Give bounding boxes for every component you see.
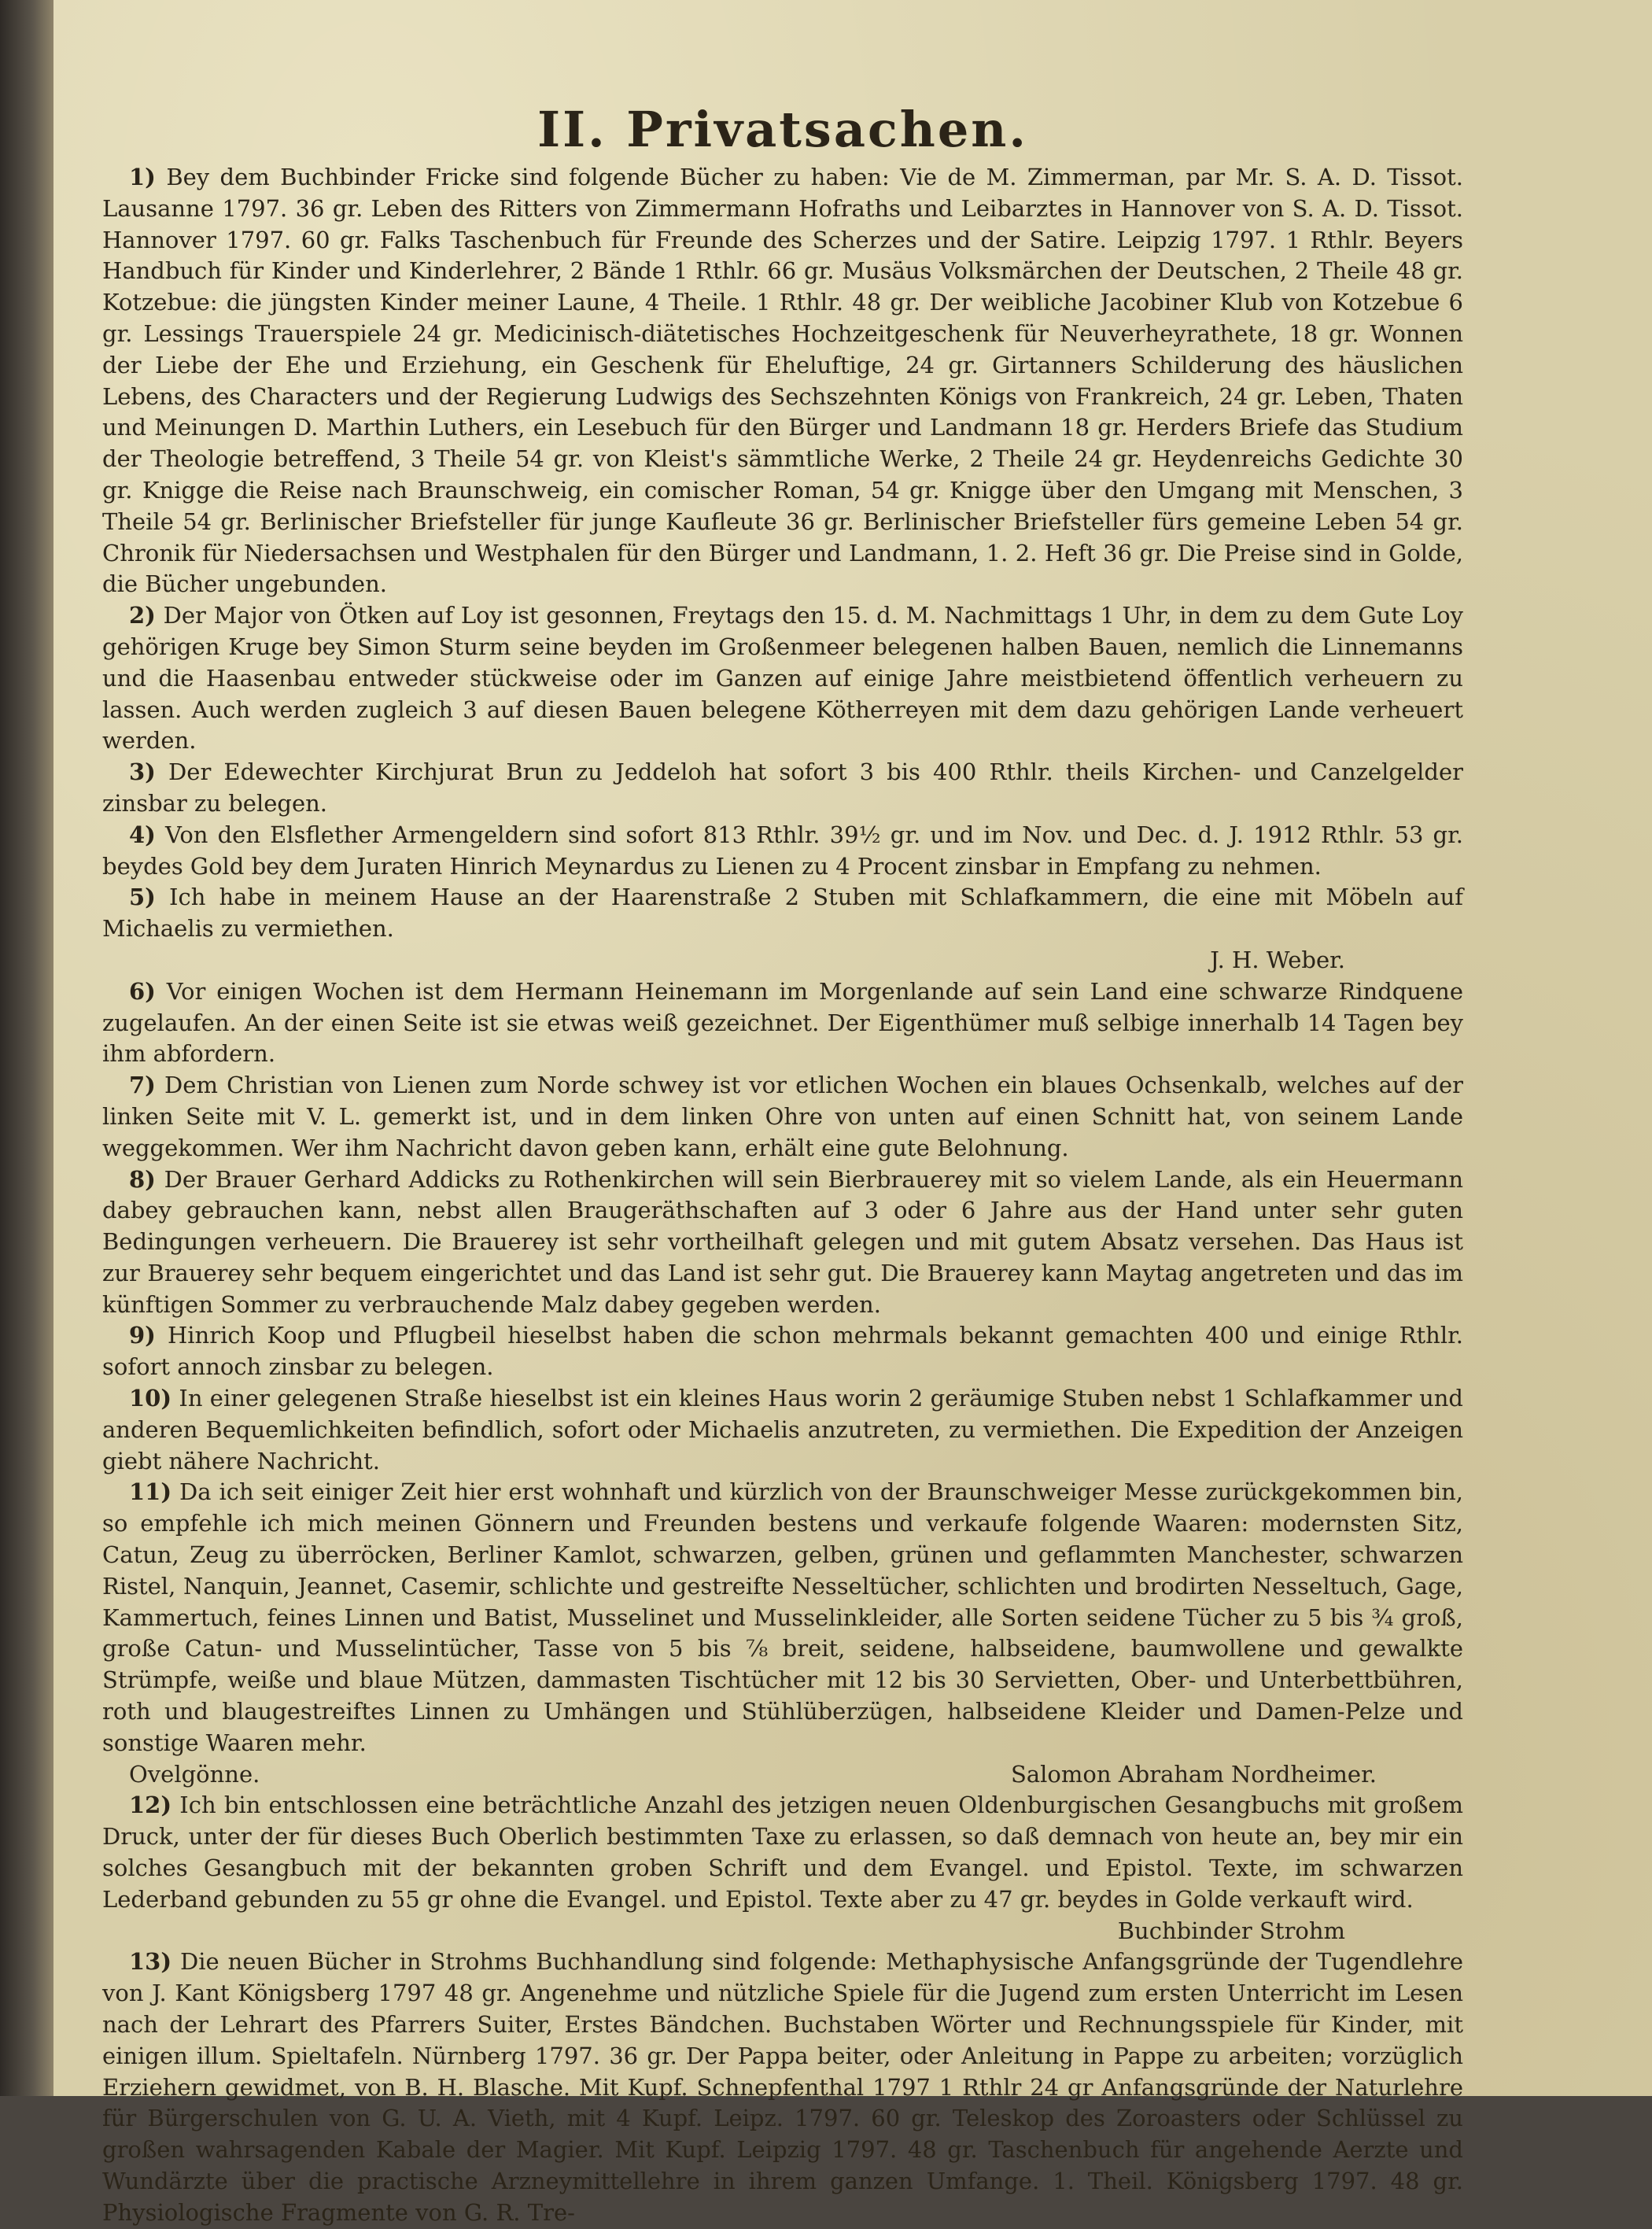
- entry-number: 7): [129, 1072, 156, 1099]
- entry-8: [102, 1164, 1463, 1321]
- entry-text: Vor einigen Wochen ist dem Hermann Heinemann im Morgenlande auf sein Land eine schwarze Rindquene zugelaufen. An der einen Seite ist sie etwas weiß gezeichnet. Der Eigenthümer muß selbige innerhalb 14 Tagen bey ihm abfordern.: [102, 977, 1464, 1068]
- entry-number: 6): [129, 977, 156, 1005]
- entry-number: 5): [129, 884, 156, 911]
- entry-text: Der Major von Ötken auf Loy ist gesonnen, Freytags den 15. d. M. Nachmittags 1 Uhr, in dem zu dem Gute Loy gehörigen Kruge bey Simon Sturm seine beyden im Großenmeer belegenen halben Bauen, nemlich die Linnemanns und die Haasenbau entweder stückweise oder im Ganzen auf einige Jahre meistbietend öffentlich verheuern zu lassen. Auch werden zugleich 3 auf diesen Bauen belegene Kötherreyen mit dem dazu gehörigen Lande verheuert werden.: [102, 602, 1464, 755]
- entry-number: 1): [129, 164, 156, 190]
- text-column: [102, 101, 1463, 2229]
- entry-13: [102, 1947, 1463, 2228]
- entry-11-signature-line: [102, 1759, 1463, 1791]
- entry-11-signature: Salomon Abraham Nordheimer.: [1010, 1760, 1377, 1788]
- entry-number: 9): [129, 1322, 156, 1349]
- entry-2: [102, 600, 1463, 757]
- entry-text: Da ich seit einiger Zeit hier erst wohnhaft und kürzlich von der Braunschweiger Messe zurückgekommen bin, so empfehle ich mich meinen Gönnern und Freunden bestens und verkaufe folgende Waaren: modernsten Sitz, Catun, Zeug zu überröcken, Berliner Kamlot, schwarzen, gelben, grünen und geflammten Manchester, schwarzen Ristel, Nanquin, Jeannet, Casemir, schlichte und gestreifte Nesseltücher, schlichten und brodirten Nesseltuch, Gage, Kammertuch, feines Linnen und Batist, Musselinet und Musselinkleider, alle Sorten seidene Tücher zu 5 bis ¾ groß, große Catun- und Musselintücher, Tasse von 5 bis ⅞ breit, seidene, halbseidene, baumwollene und gewalkte Strümpfe, weiße und blaue Mützen, dammasten Tischtücher mit 12 bis 30 Servietten, Ober- und Unterbettbühren, roth und blaugestreiftes Linnen zu Umhängen und Stühlüberzügen, halbseidene Kleider und Damen-Pelze und sonstige Waaren mehr.: [102, 1478, 1463, 1756]
- entry-text: Bey dem Buchbinder Fricke sind folgende Bücher zu haben: Vie de M. Zimmerman, par Mr. S. A. D. Tissot. Lausanne 1797. 36 gr. Leben des Ritters von Zimmermann Hofraths und Leibarztes in Hannover von S. A. D. Tissot. Hannover 1797. 60 gr. Falks Taschenbuch für Freunde des Scherzes und der Satire. Leipzig 1797. 1 Rthlr. Beyers Handbuch für Kinder und Kinderlehrer, 2 Bände 1 Rthlr. 66 gr. Musäus Volksmärchen der Deutschen, 2 Theile 48 gr. Kotzebue: die jüngsten Kinder meiner Laune, 4 Theile. 1 Rthlr. 48 gr. Der weibliche Jacobiner Klub von Kotzebue 6 gr. Lessings Trauerspiele 24 gr. Medicinisch-diätetisches Hochzeitgeschenk für Neuverheyrathete, 18 gr. Wonnen der Liebe der Ehe und Erziehung, ein Geschenk für Eheluftige, 24 gr. Girtanners Schilderung des häuslichen Lebens, des Characters und der Regierung Ludwigs des Sechszehnten Königs von Frankreich, 24 gr. Leben, Thaten und Meinungen D. Marthin Luthers, ein Lesebuch für den Bürger und Landmann 18 gr. Herders Briefe das Studium der Theologie betreffend, 3 Theile 54 gr. von Kleist's sämmtliche Werke, 2 Theile 24 gr. Heydenreichs Gedichte 30 gr. Knigge die Reise nach Braunschweig, ein comischer Roman, 54 gr. Knigge über den Umgang mit Menschen, 3 Theile 54 gr. Berlinischer Briefsteller für junge Kaufleute 36 gr. Berlinischer Briefsteller fürs gemeine Leben 54 gr. Chronik für Niedersachsen und Westphalen für den Bürger und Landmann, 1. 2. Heft 36 gr. Die Preise sind in Golde, die Bücher ungebunden.: [102, 164, 1464, 598]
- entry-10: [102, 1383, 1463, 1477]
- entry-number: 12): [129, 1792, 172, 1819]
- entry-1: [102, 162, 1463, 600]
- entry-text: Hinrich Koop und Pflugbeil hieselbst haben die schon mehrmals bekannt gemachten 400 und einige Rthlr. sofort annoch zinsbar zu belegen.: [102, 1322, 1464, 1381]
- entry-12: [102, 1790, 1463, 1915]
- entry-text: In einer gelegenen Straße hieselbst ist ein kleines Haus worin 2 geräumige Stuben nebst 1 Schlafkammer und anderen Bequemlichkeiten befindlich, sofort oder Michaelis anzutreten, zu vermiethen. Die Expedition der Anzeigen giebt nähere Nachricht.: [102, 1385, 1463, 1474]
- entry-3: [102, 757, 1463, 820]
- entry-number: 10): [129, 1385, 172, 1412]
- entry-number: 11): [129, 1478, 172, 1506]
- entry-9: [102, 1320, 1463, 1383]
- entry-5: [102, 882, 1463, 945]
- entry-11: [102, 1477, 1463, 1758]
- entry-text: Ich habe in meinem Hause an der Haarenstraße 2 Stuben mit Schlafkammern, die eine mit Möbeln auf Michaelis zu vermiethen.: [102, 884, 1463, 943]
- entry-number: 13): [129, 1948, 172, 1976]
- entry-12-signature: Buchbinder Strohm: [1117, 1917, 1345, 1944]
- entry-text: Dem Christian von Lienen zum Norde schwey ist vor etlichen Wochen ein blaues Ochsenkalb, welches auf der linken Seite mit V. L. gemerkt ist, und in dem linken Ohre von unten auf einen Schnitt hat, von seinem Lande weggekommen. Wer ihm Nachricht davon geben kann, erhält eine gute Belohnung.: [102, 1072, 1463, 1161]
- book-page: [53, 0, 1652, 2226]
- entry-number: 8): [129, 1165, 156, 1193]
- entry-text: Von den Elsflether Armengeldern sind sofort 813 Rthlr. 39½ gr. und im Nov. und Dec. d. J. 1912 Rthlr. 53 gr. beydes Gold bey dem Juraten Hinrich Meynardus zu Lienen zu 4 Procent zinsbar in Empfang zu nehmen.: [102, 821, 1464, 880]
- entry-number: 2): [129, 602, 156, 629]
- entry-text: Der Edewechter Kirchjurat Brun zu Jeddeloh hat sofort 3 bis 400 Rthlr. theils Kirchen- und Canzelgelder zinsbar zu belegen.: [102, 758, 1463, 817]
- entry-text: Ich bin entschlossen eine beträchtliche Anzahl des jetzigen neuen Oldenburgischen Gesangbuchs mit großem Druck, unter der für dieses Buch Oberlich bestimmten Taxe zu erlassen, so daß demnach von heute an, bey mir ein solches Gesangbuch mit der bekannten groben Schrift und dem Evangel. und Epistol. Texte, im schwarzen Lederband gebunden zu 55 gr ohne die Evangel. und Epistol. Texte aber zu 47 gr. beydes in Golde verkauft wird.: [102, 1792, 1463, 1913]
- entry-7: [102, 1070, 1463, 1164]
- section-heading: II. Privatsachen.: [537, 101, 1028, 158]
- entry-5-signature: J. H. Weber.: [1210, 946, 1345, 973]
- entry-number: 4): [129, 821, 156, 848]
- entry-11-place: Ovelgönne.: [129, 1760, 260, 1788]
- entry-text: Die neuen Bücher in Strohms Buchhandlung sind folgende: Methaphysische Anfangsgründe der Tugendlehre von J. Kant Königsberg 1797 48 gr. Angenehme und nützliche Spiele für die Jugend zum ersten Unterricht im Lesen nach der Lehrart des Pfarrers Suiter, Erstes Bändchen. Buchstaben Wörter und Rechnungsspiele für Kinder, mit einigen illum. Spieltafeln. Nürnberg 1797. 36 gr. Der Pappa beiter, oder Anleitung in Pappe zu arbeiten; vorzüglich Erziehern gewidmet, von B. H. Blasche. Mit Kupf. Schnepfenthal 1797 1 Rthlr 24 gr Anfangsgründe der Naturlehre für Bürgerschulen von G. U. A. Vieth, mit 4 Kupf. Leipz. 1797. 60 gr. Teleskop des Zoroasters oder Schlüssel zu großen wahrsagenden Kabale der Magier. Mit Kupf. Leipzig 1797. 48 gr. Taschenbuch für angehende Aerzte und Wundärzte über die practische Arzneymittellehre in ihrem ganzen Umfange. 1. Theil. Königsberg 1797. 48 gr. Physiologische Fragmente von G. R. Tre-: [102, 1948, 1463, 2226]
- entry-text: Der Brauer Gerhard Addicks zu Rothenkirchen will sein Bierbrauerey mit so vielem Lande, als ein Heuermann dabey gebrauchen kann, nebst allen Braugeräthschaften auf 3 oder 6 Jahre aus der Hand unter sehr guten Bedingungen verheuern. Die Brauerey ist sehr vortheilhaft gelegen und mit gutem Absatz versehen. Das Haus ist zur Brauerey sehr bequem eingerichtet und das Land ist sehr gut. Die Brauerey kann Maytag angetreten und das im künftigen Sommer zu verbrauchende Malz dabey gegeben werden.: [102, 1165, 1463, 1318]
- entry-number: 3): [129, 758, 156, 786]
- book-gutter: [0, 0, 53, 2096]
- entry-4: [102, 820, 1463, 883]
- entry-6: [102, 976, 1463, 1070]
